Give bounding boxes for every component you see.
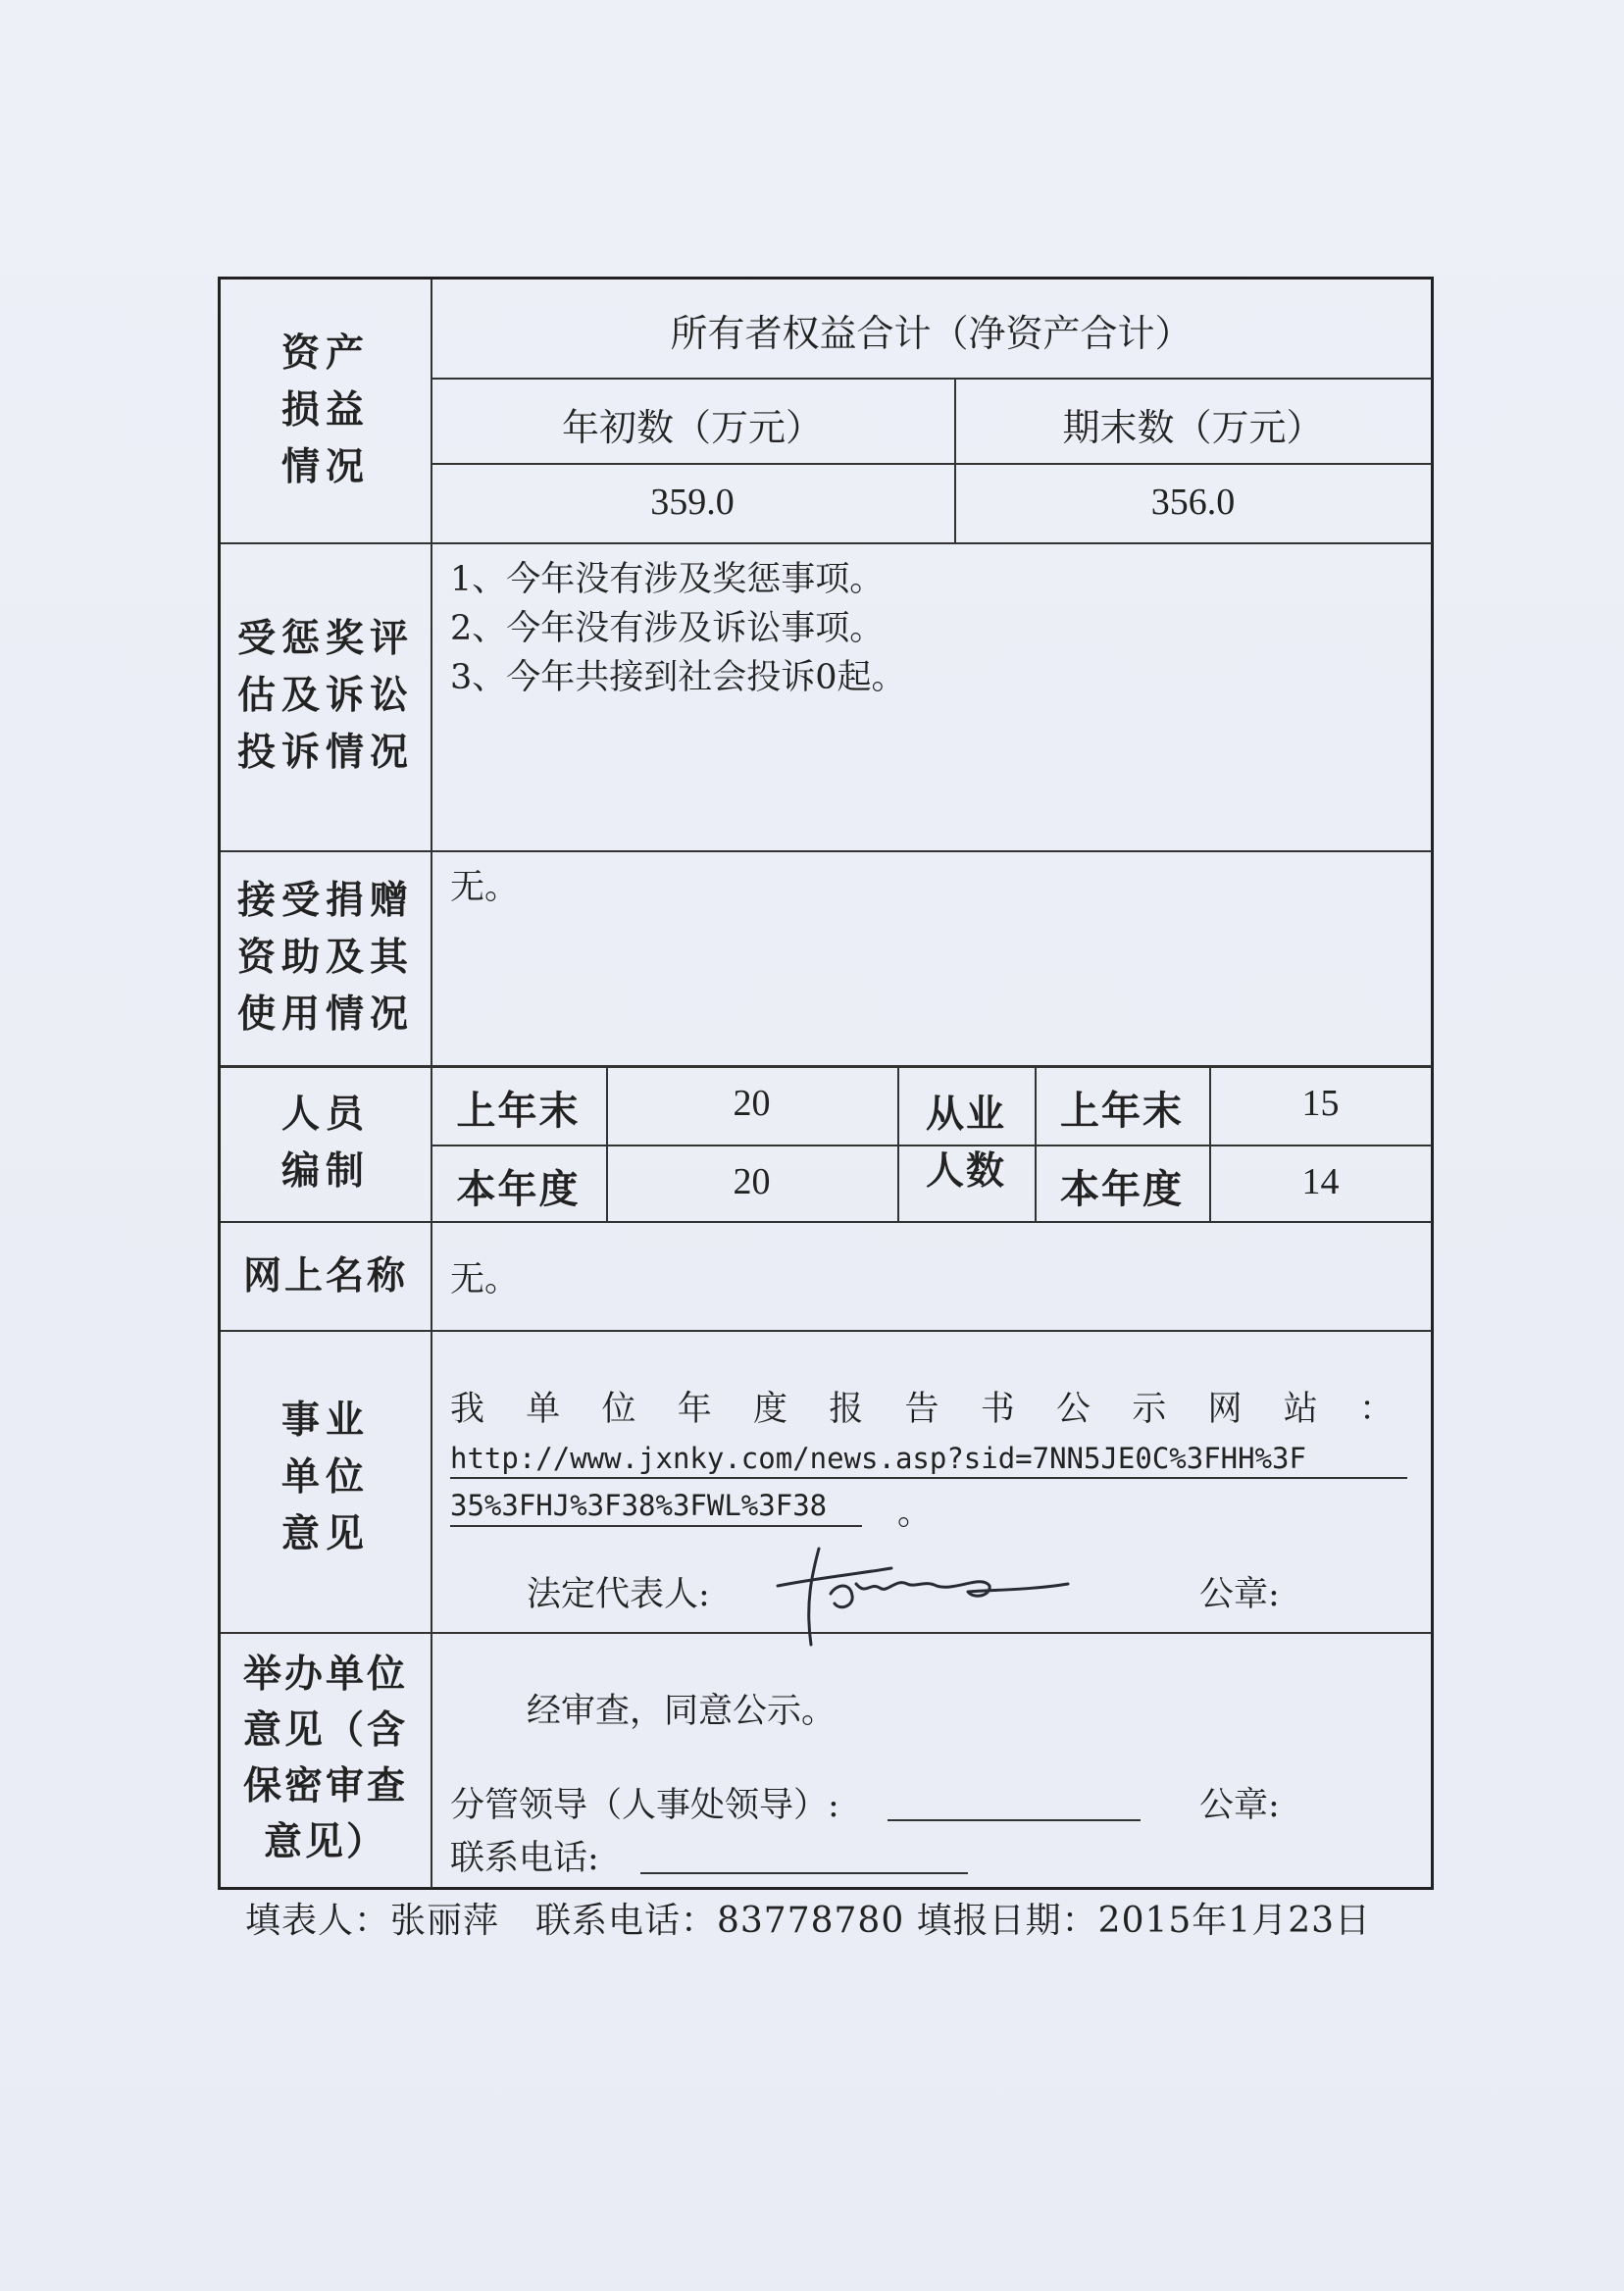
staff-curr-value: 20 [733, 1161, 771, 1202]
sponsor-seal-label: 公章: [1199, 1786, 1280, 1825]
unit-seal-label: 公章: [1199, 1575, 1280, 1614]
legal-rep-label: 法定代表人: [527, 1575, 710, 1614]
form-footer: 填表人：张丽萍 联系电话：83778780 填报日期：2015年1月23日 [245, 1901, 1372, 1941]
sponsor-phone-label: 联系电话: [450, 1839, 599, 1878]
leader-label: 分管领导（人事处领导）: [450, 1786, 839, 1825]
assets-header: 所有者权益合计（净资产合计） [670, 312, 1193, 355]
sponsor-opinion-label-line: 意见） [263, 1819, 387, 1864]
assets-inner-divider [431, 463, 1432, 465]
assets-col-start: 年初数（万元） [561, 406, 823, 449]
staff-prev-value: 20 [733, 1083, 771, 1124]
penalties-label-line: 估及诉讼 [236, 673, 414, 718]
phone-fill-line [640, 1872, 968, 1874]
penalties-label-line: 受惩奖评 [236, 616, 414, 661]
online-name-text: 无。 [450, 1260, 520, 1299]
row-divider [221, 1065, 1432, 1068]
donations-text: 无。 [450, 868, 520, 907]
employees-curr-value: 14 [1301, 1161, 1340, 1202]
assets-label-line: 情况 [280, 444, 370, 489]
unit-opinion-label-line: 事业 [280, 1398, 370, 1443]
online-name-label: 网上名称 [242, 1253, 408, 1298]
staff-label-line: 人员 [280, 1092, 370, 1137]
leader-signature-line [888, 1819, 1141, 1821]
penalties-label [221, 610, 431, 781]
sponsor-opinion-label-line: 意见（含 [242, 1707, 408, 1753]
unit-opinion-url-line-2: 35%3FHJ%3F38%3FWL%3F38 [450, 1489, 828, 1522]
sponsor-opinion-label-line: 举办单位 [242, 1652, 408, 1697]
assets-value-start: 359.0 [650, 482, 735, 523]
employees-label-line: 从业 [925, 1092, 1006, 1137]
unit-opinion-website-line: 我单位年度报告书公示网站： [450, 1390, 1407, 1429]
sponsor-opinion-text: 经审查，同意公示。 [527, 1692, 837, 1731]
donations-label [221, 872, 431, 1043]
donations-label-line: 资助及其 [236, 935, 414, 980]
unit-opinion-label-line: 意见 [280, 1511, 370, 1556]
penalties-label-line: 投诉情况 [236, 730, 414, 775]
penalties-line-3: 3、今年共接到社会投诉0起。 [450, 658, 906, 697]
report-form-table [218, 277, 1434, 1890]
donations-label-line: 接受捐赠 [236, 878, 414, 923]
row-divider [221, 542, 1432, 544]
unit-opinion-url-line-1: http://www.jxnky.com/news.asp?sid=7NN5JE0C%3FHH%3F [450, 1442, 1306, 1475]
assets-value-end: 356.0 [1150, 482, 1236, 523]
assets-label [221, 325, 431, 495]
unit-opinion-label [221, 1392, 431, 1562]
penalties-line-1: 1、今年没有涉及奖惩事项。 [450, 560, 885, 599]
assets-col-end: 期末数（万元） [1062, 406, 1324, 449]
donations-label-line: 使用情况 [236, 992, 414, 1037]
url-underline [450, 1477, 1407, 1479]
staff-label-line: 编制 [280, 1148, 370, 1194]
unit-opinion-label-line: 单位 [280, 1454, 370, 1500]
employees-label [897, 1086, 1035, 1199]
assets-label-line: 资产 [280, 331, 370, 376]
staff-curr-label: 本年度 [456, 1166, 581, 1212]
employees-label-line: 人数 [925, 1148, 1006, 1194]
assets-label-line: 损益 [280, 387, 370, 433]
row-divider [221, 1330, 1432, 1332]
row-divider [221, 1221, 1432, 1223]
signature-image [758, 1535, 1082, 1653]
staff-prev-label: 上年末 [456, 1088, 581, 1134]
employees-prev-label: 上年末 [1060, 1088, 1184, 1134]
staff-label [221, 1086, 431, 1199]
employees-curr-label: 本年度 [1060, 1166, 1184, 1212]
assets-inner-divider [431, 378, 1432, 380]
penalties-line-2: 2、今年没有涉及诉讼事项。 [450, 609, 885, 648]
sponsor-opinion-label-line: 保密审查 [242, 1763, 408, 1808]
url-underline [450, 1525, 862, 1527]
unit-opinion-url-end: 。 [897, 1494, 933, 1533]
sponsor-opinion-label [221, 1647, 431, 1870]
row-divider [221, 850, 1432, 852]
employees-prev-value: 15 [1301, 1083, 1340, 1124]
